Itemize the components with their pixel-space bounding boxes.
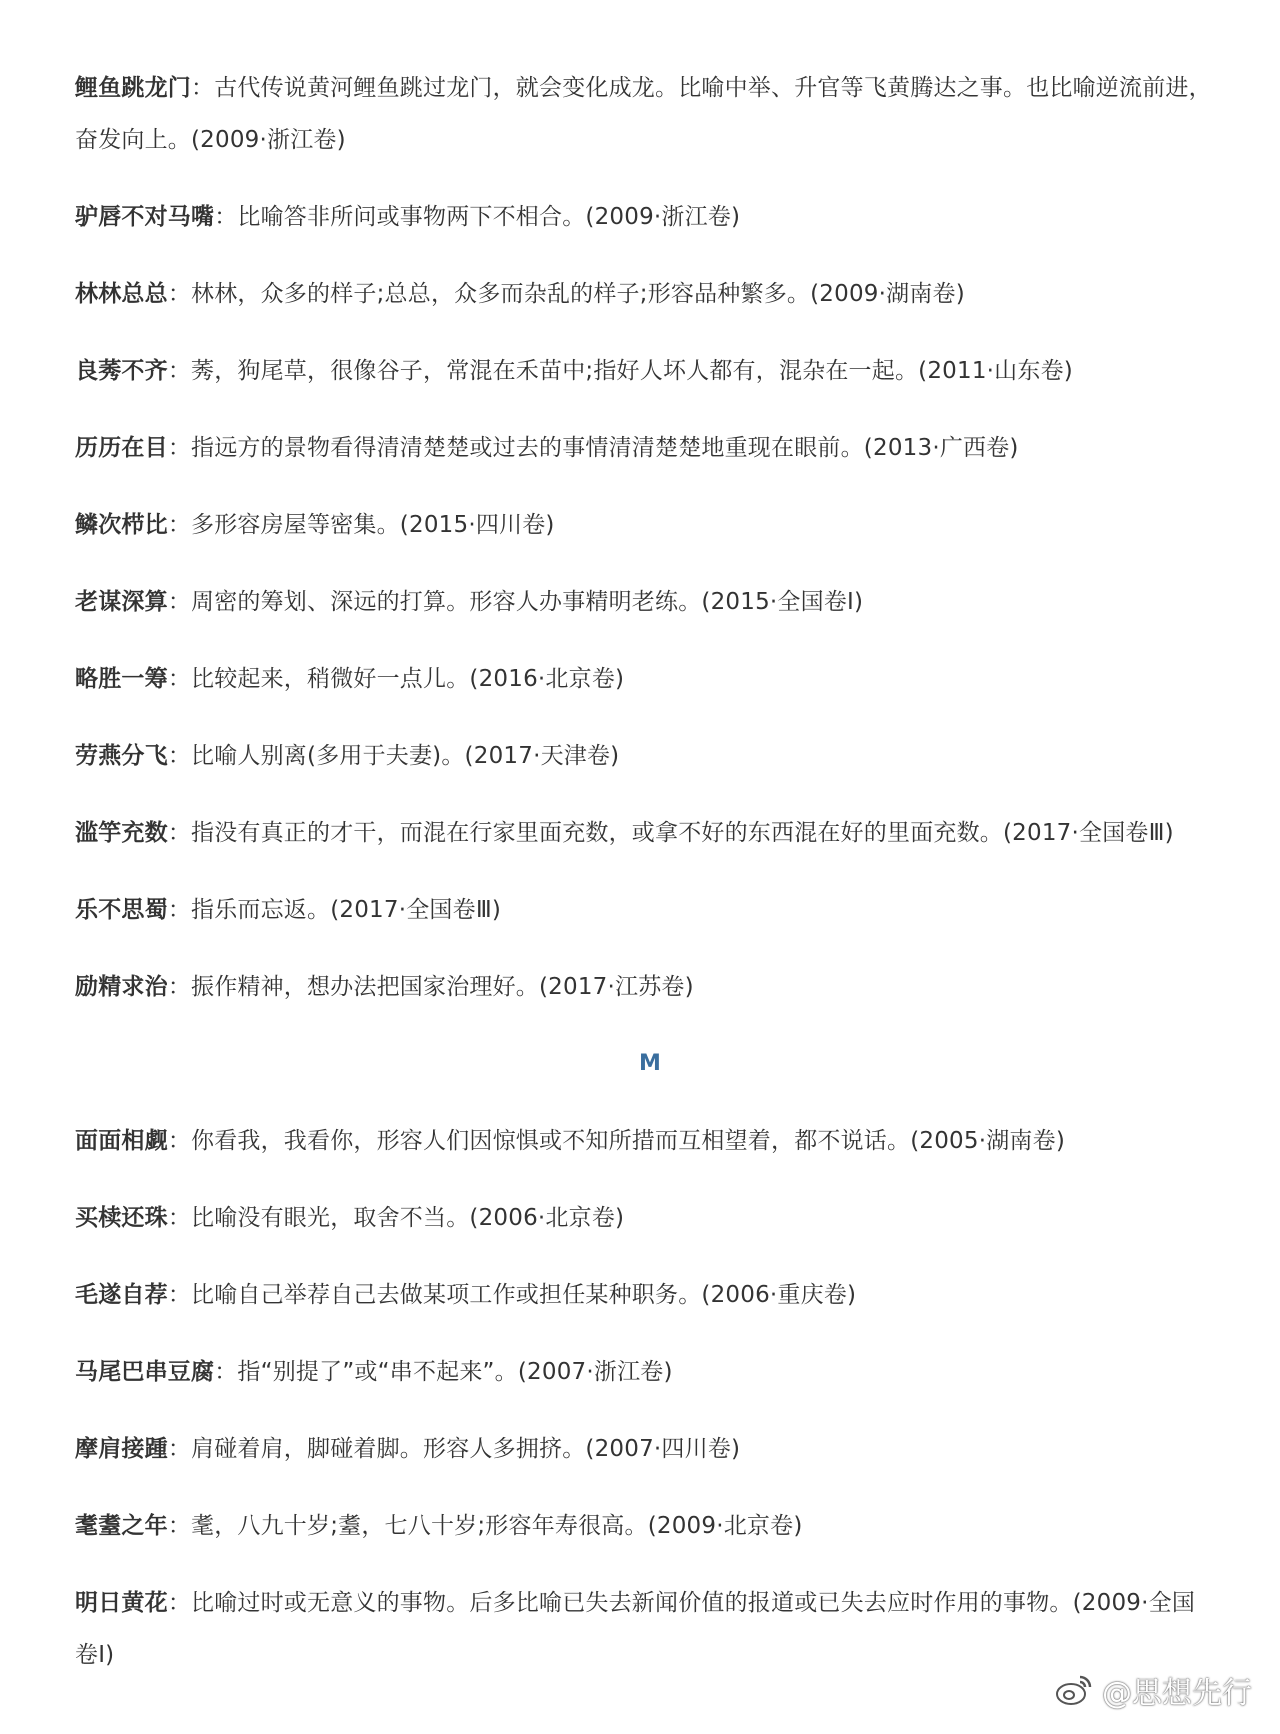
idiom-definition: ：指远方的景物看得清清楚楚或过去的事情清清楚楚地重现在眼前。(2013·广西卷): [167, 435, 1019, 461]
idiom-definition: ：耄，八九十岁;耋，七八十岁;形容年寿很高。(2009·北京卷): [167, 1513, 803, 1539]
idiom-definition: ：肩碰着肩，脚碰着脚。形容人多拥挤。(2007·四川卷): [167, 1436, 741, 1462]
idiom-definition: ：比喻没有眼光，取舍不当。(2006·北京卷): [167, 1205, 625, 1231]
idiom-definition: ：周密的筹划、深远的打算。形容人办事精明老练。(2015·全国卷Ⅰ): [167, 589, 864, 615]
idiom-term: 劳燕分飞: [75, 743, 168, 769]
idiom-term: 耄耋之年: [75, 1513, 168, 1539]
idiom-entry: [75, 576, 1215, 628]
idiom-definition: ：莠，狗尾草，很像谷子，常混在禾苗中;指好人坏人都有，混杂在一起。(2011·山东卷): [167, 358, 1073, 384]
idiom-term: 老谋深算: [75, 589, 168, 615]
idiom-definition: ：你看我，我看你，形容人们因惊惧或不知所措而互相望着，都不说话。(2005·湖南卷): [167, 1128, 1066, 1154]
idiom-term: 林林总总: [75, 281, 168, 307]
entries-after: [75, 1115, 1215, 1681]
idiom-term: 良莠不齐: [75, 358, 168, 384]
idiom-term: 乐不思蜀: [75, 897, 168, 923]
idiom-term: 鲤鱼跳龙门: [75, 75, 191, 101]
idiom-entry: [75, 62, 1215, 166]
idiom-definition: ：振作精神，想办法把国家治理好。(2017·江苏卷): [167, 974, 694, 1000]
idiom-definition: ：比喻过时或无意义的事物。后多比喻已失去新闻价值的报道或已失去应时作用的事物。(2009·全国卷Ⅰ): [75, 1590, 1196, 1668]
idiom-entry: [75, 422, 1215, 474]
idiom-entry: [75, 1500, 1215, 1552]
idiom-term: 明日黄花: [75, 1590, 168, 1616]
idiom-entry: [75, 268, 1215, 320]
idiom-entry: [75, 499, 1215, 551]
idiom-definition: ：比喻人别离(多用于夫妻)。(2017·天津卷): [167, 743, 620, 769]
idiom-entry: [75, 807, 1215, 859]
document-body: [75, 62, 1215, 1706]
idiom-term: 励精求治: [75, 974, 168, 1000]
idiom-entry: [75, 1115, 1215, 1167]
idiom-definition: ：古代传说黄河鲤鱼跳过龙门，就会变化成龙。比喻中举、升官等飞黄腾达之事。也比喻逆流前进，奋发向上。(2009·浙江卷): [75, 75, 1212, 153]
idiom-term: 历历在目: [75, 435, 168, 461]
idiom-entry: [75, 1423, 1215, 1475]
idiom-entry: [75, 345, 1215, 397]
entries-before: [75, 62, 1215, 1013]
idiom-term: 毛遂自荐: [75, 1282, 168, 1308]
idiom-term: 略胜一筹: [75, 666, 168, 692]
idiom-entry: [75, 961, 1215, 1013]
idiom-term: 买椟还珠: [75, 1205, 168, 1231]
idiom-definition: ：指没有真正的才干，而混在行家里面充数，或拿不好的东西混在好的里面充数。(2017·全国卷Ⅲ): [167, 820, 1174, 846]
idiom-entry: [75, 730, 1215, 782]
section-header-letter: M: [639, 1051, 661, 1076]
idiom-term: 鳞次栉比: [75, 512, 168, 538]
weibo-icon: [1054, 1673, 1094, 1707]
watermark-text: @思想先行: [1102, 1676, 1252, 1711]
idiom-term: 面面相觑: [75, 1128, 168, 1154]
idiom-entry: [75, 191, 1215, 243]
idiom-term: 马尾巴串豆腐: [75, 1359, 215, 1385]
idiom-definition: ：比较起来，稍微好一点儿。(2016·北京卷): [167, 666, 625, 692]
idiom-definition: ：林林，众多的样子;总总，众多而杂乱的样子;形容品种繁多。(2009·湖南卷): [167, 281, 965, 307]
idiom-entry: [75, 1269, 1215, 1321]
idiom-entry: [75, 884, 1215, 936]
idiom-term: 驴唇不对马嘴: [75, 204, 215, 230]
idiom-entry: [75, 1192, 1215, 1244]
idiom-definition: ：比喻答非所问或事物两下不相合。(2009·浙江卷): [214, 204, 741, 230]
idiom-definition: ：比喻自己举荐自己去做某项工作或担任某种职务。(2006·重庆卷): [167, 1282, 857, 1308]
idiom-entry: [75, 1346, 1215, 1398]
idiom-entry: [75, 1577, 1215, 1681]
idiom-term: 滥竽充数: [75, 820, 168, 846]
idiom-definition: ：多形容房屋等密集。(2015·四川卷): [167, 512, 555, 538]
idiom-entry: [75, 653, 1215, 705]
idiom-definition: ：指乐而忘返。(2017·全国卷Ⅲ): [167, 897, 502, 923]
weibo-watermark: [1054, 1668, 1252, 1712]
idiom-definition: ：指“别提了”或“串不起来”。(2007·浙江卷): [214, 1359, 673, 1385]
idiom-term: 摩肩接踵: [75, 1436, 168, 1462]
